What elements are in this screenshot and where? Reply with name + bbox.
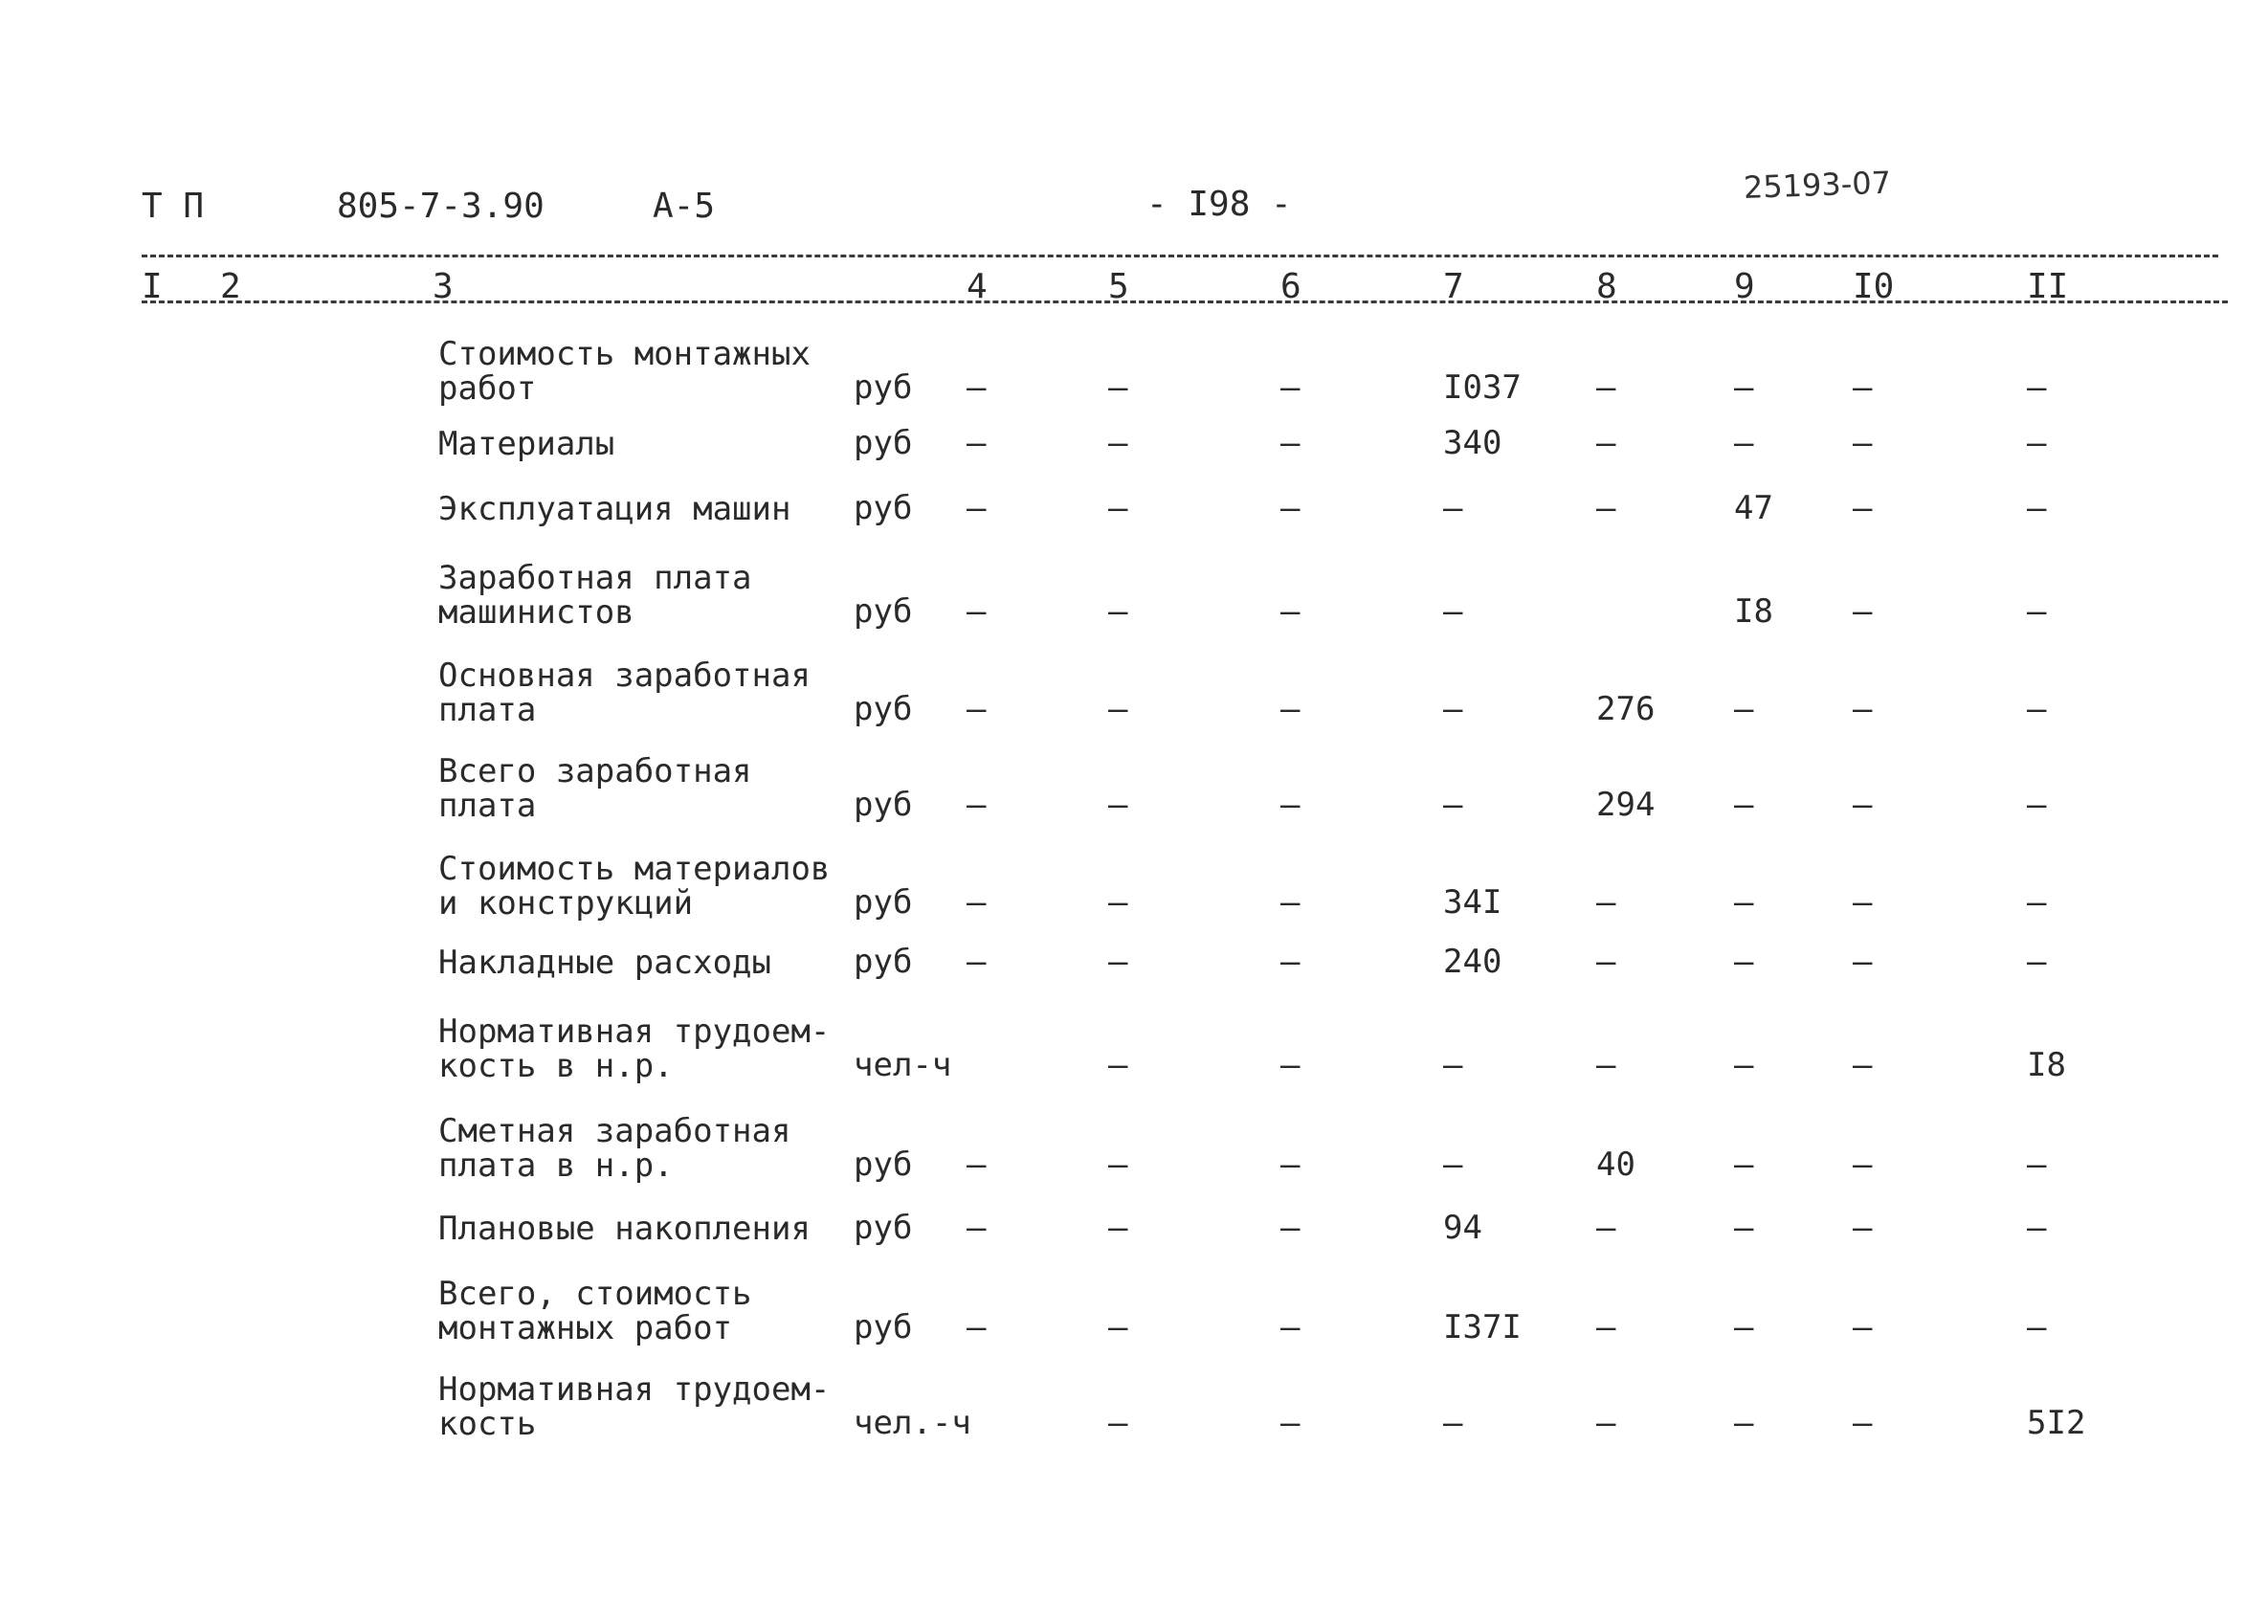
col7-cell: 34I: [1443, 883, 1502, 922]
col9-cell: I8: [1734, 592, 1773, 631]
col10-cell: –: [1853, 786, 1873, 824]
col11-cell: –: [2027, 489, 2047, 527]
col6-cell: –: [1280, 1308, 1301, 1346]
column-number-11: II: [2027, 267, 2069, 306]
col5-cell: –: [1108, 786, 1128, 824]
col7-cell: –: [1443, 592, 1463, 631]
column-number-2: 2: [220, 267, 241, 306]
table-row: [0, 1370, 2268, 1443]
col10-cell: –: [1853, 1146, 1873, 1184]
row-label: Всего, стоимость монтажных работ: [438, 1275, 752, 1347]
col7-cell: I037: [1443, 368, 1522, 407]
col8-cell: –: [1596, 1308, 1616, 1346]
col8-cell: –: [1596, 883, 1616, 922]
column-number-9: 9: [1734, 267, 1755, 306]
col5-cell: –: [1108, 368, 1128, 407]
header-rule-top: [142, 255, 2218, 257]
col5-cell: –: [1108, 489, 1128, 527]
column-number-1: I: [142, 267, 163, 306]
col7-cell: –: [1443, 489, 1463, 527]
col8-cell: 276: [1596, 690, 1656, 728]
col4-cell: –: [967, 489, 987, 527]
col10-cell: –: [1853, 368, 1873, 407]
col5-cell: –: [1108, 1308, 1128, 1346]
column-number-5: 5: [1108, 267, 1129, 306]
col6-cell: –: [1280, 786, 1301, 824]
col9-cell: –: [1734, 1308, 1754, 1346]
col8-cell: –: [1596, 1046, 1616, 1084]
col9-cell: 47: [1734, 489, 1773, 527]
col5-cell: –: [1108, 424, 1128, 462]
col7-cell: –: [1443, 1046, 1463, 1084]
unit-cell: чел-ч: [854, 1046, 952, 1084]
col5-cell: –: [1108, 1209, 1128, 1247]
unit-cell: руб: [854, 368, 913, 407]
col11-cell: –: [2027, 592, 2047, 631]
header-rule-bottom: [142, 300, 2228, 303]
col8-cell: –: [1596, 943, 1616, 981]
unit-cell: руб: [854, 1209, 913, 1247]
col7-cell: –: [1443, 786, 1463, 824]
unit-cell: руб: [854, 690, 913, 728]
unit-cell: руб: [854, 424, 913, 462]
document-code: 805-7-3.90: [337, 187, 545, 226]
table-row: [0, 559, 2268, 632]
col4-cell: –: [967, 1146, 987, 1184]
col6-cell: –: [1280, 1146, 1301, 1184]
table-row: [0, 850, 2268, 923]
col6-cell: –: [1280, 592, 1301, 631]
col7-cell: –: [1443, 1404, 1463, 1442]
col7-cell: 340: [1443, 424, 1502, 462]
col4-cell: –: [967, 424, 987, 462]
col5-cell: –: [1108, 1146, 1128, 1184]
col4-cell: –: [967, 943, 987, 981]
row-label: Всего заработная плата: [438, 752, 752, 825]
col10-cell: –: [1853, 1209, 1873, 1247]
col11-cell: –: [2027, 1209, 2047, 1247]
col6-cell: –: [1280, 424, 1301, 462]
col8-cell: –: [1596, 368, 1616, 407]
stamp-number: 25193-07: [1743, 164, 1892, 206]
row-label: Основная заработная плата: [438, 656, 811, 729]
row-label: Материалы: [438, 425, 615, 463]
col7-cell: 240: [1443, 943, 1502, 981]
unit-cell: руб: [854, 883, 913, 922]
col8-cell: –: [1596, 1209, 1616, 1247]
col4-cell: –: [967, 368, 987, 407]
row-label: Накладные расходы: [438, 944, 771, 982]
column-number-3: 3: [433, 267, 454, 306]
row-label: Нормативная трудоем- кость в н.р.: [438, 1012, 831, 1085]
col8-cell: –: [1596, 424, 1616, 462]
col8-cell: –: [1596, 1404, 1616, 1442]
col10-cell: –: [1853, 1046, 1873, 1084]
col7-cell: 94: [1443, 1209, 1482, 1247]
unit-cell: руб: [854, 1146, 913, 1184]
col4-cell: –: [967, 1308, 987, 1346]
row-label: Стоимость монтажных работ: [438, 335, 811, 408]
col5-cell: –: [1108, 943, 1128, 981]
col4-cell: –: [967, 690, 987, 728]
col6-cell: –: [1280, 368, 1301, 407]
col6-cell: –: [1280, 1404, 1301, 1442]
col6-cell: –: [1280, 943, 1301, 981]
table-row: [0, 1275, 2268, 1347]
col10-cell: –: [1853, 489, 1873, 527]
album-label: А-5: [653, 187, 716, 226]
col9-cell: –: [1734, 424, 1754, 462]
col5-cell: –: [1108, 592, 1128, 631]
col9-cell: –: [1734, 1146, 1754, 1184]
table-row: [0, 1209, 2268, 1279]
column-number-6: 6: [1280, 267, 1301, 306]
col8-cell: 40: [1596, 1146, 1635, 1184]
table-row: [0, 489, 2268, 559]
col10-cell: –: [1853, 1404, 1873, 1442]
table-row: [0, 424, 2268, 494]
col11-cell: –: [2027, 883, 2047, 922]
col6-cell: –: [1280, 883, 1301, 922]
col4-cell: –: [967, 883, 987, 922]
unit-cell: чел.-ч: [854, 1404, 971, 1442]
col11-cell: –: [2027, 1146, 2047, 1184]
col9-cell: –: [1734, 1046, 1754, 1084]
col5-cell: –: [1108, 1046, 1128, 1084]
table-row: [0, 335, 2268, 408]
col6-cell: –: [1280, 489, 1301, 527]
col4-cell: –: [967, 1209, 987, 1247]
col10-cell: –: [1853, 883, 1873, 922]
col6-cell: –: [1280, 1046, 1301, 1084]
table-row: [0, 1012, 2268, 1085]
column-number-10: I0: [1853, 267, 1895, 306]
col6-cell: –: [1280, 690, 1301, 728]
row-label: Нормативная трудоем- кость: [438, 1370, 831, 1443]
col8-cell: –: [1596, 489, 1616, 527]
col9-cell: –: [1734, 690, 1754, 728]
column-number-8: 8: [1596, 267, 1617, 306]
col5-cell: –: [1108, 1404, 1128, 1442]
col8-cell: 294: [1596, 786, 1656, 824]
table-row: [0, 656, 2268, 729]
col9-cell: –: [1734, 368, 1754, 407]
col10-cell: –: [1853, 424, 1873, 462]
unit-cell: руб: [854, 1308, 913, 1346]
table-row: [0, 752, 2268, 825]
column-number-7: 7: [1443, 267, 1464, 306]
col9-cell: –: [1734, 943, 1754, 981]
col7-cell: –: [1443, 690, 1463, 728]
unit-cell: руб: [854, 489, 913, 527]
unit-cell: руб: [854, 592, 913, 631]
col11-cell: –: [2027, 786, 2047, 824]
table-row: [0, 945, 2268, 1012]
col11-cell: –: [2027, 368, 2047, 407]
col11-cell: –: [2027, 424, 2047, 462]
col11-cell: 5I2: [2027, 1404, 2086, 1442]
col4-cell: –: [967, 786, 987, 824]
col9-cell: –: [1734, 1404, 1754, 1442]
col4-cell: –: [967, 592, 987, 631]
series-label: Т П: [142, 187, 205, 226]
col6-cell: –: [1280, 1209, 1301, 1247]
col11-cell: I8: [2027, 1046, 2066, 1084]
col9-cell: –: [1734, 786, 1754, 824]
row-label: Заработная плата машинистов: [438, 559, 752, 632]
col10-cell: –: [1853, 592, 1873, 631]
col7-cell: –: [1443, 1146, 1463, 1184]
col10-cell: –: [1853, 690, 1873, 728]
unit-cell: руб: [854, 943, 913, 981]
col10-cell: –: [1853, 1308, 1873, 1346]
col9-cell: –: [1734, 883, 1754, 922]
col9-cell: –: [1734, 1209, 1754, 1247]
col10-cell: –: [1853, 943, 1873, 981]
row-label: Плановые накопления: [438, 1210, 811, 1248]
unit-cell: руб: [854, 786, 913, 824]
table-row: [0, 1112, 2268, 1185]
col11-cell: –: [2027, 1308, 2047, 1346]
column-number-4: 4: [967, 267, 988, 306]
col11-cell: –: [2027, 690, 2047, 728]
page-number: - I98 -: [1146, 185, 1292, 224]
col5-cell: –: [1108, 690, 1128, 728]
row-label: Стоимость материалов и конструкций: [438, 850, 831, 923]
col11-cell: –: [2027, 943, 2047, 981]
col5-cell: –: [1108, 883, 1128, 922]
col7-cell: I37I: [1443, 1308, 1522, 1346]
row-label: Эксплуатация машин: [438, 490, 791, 528]
row-label: Сметная заработная плата в н.р.: [438, 1112, 791, 1185]
